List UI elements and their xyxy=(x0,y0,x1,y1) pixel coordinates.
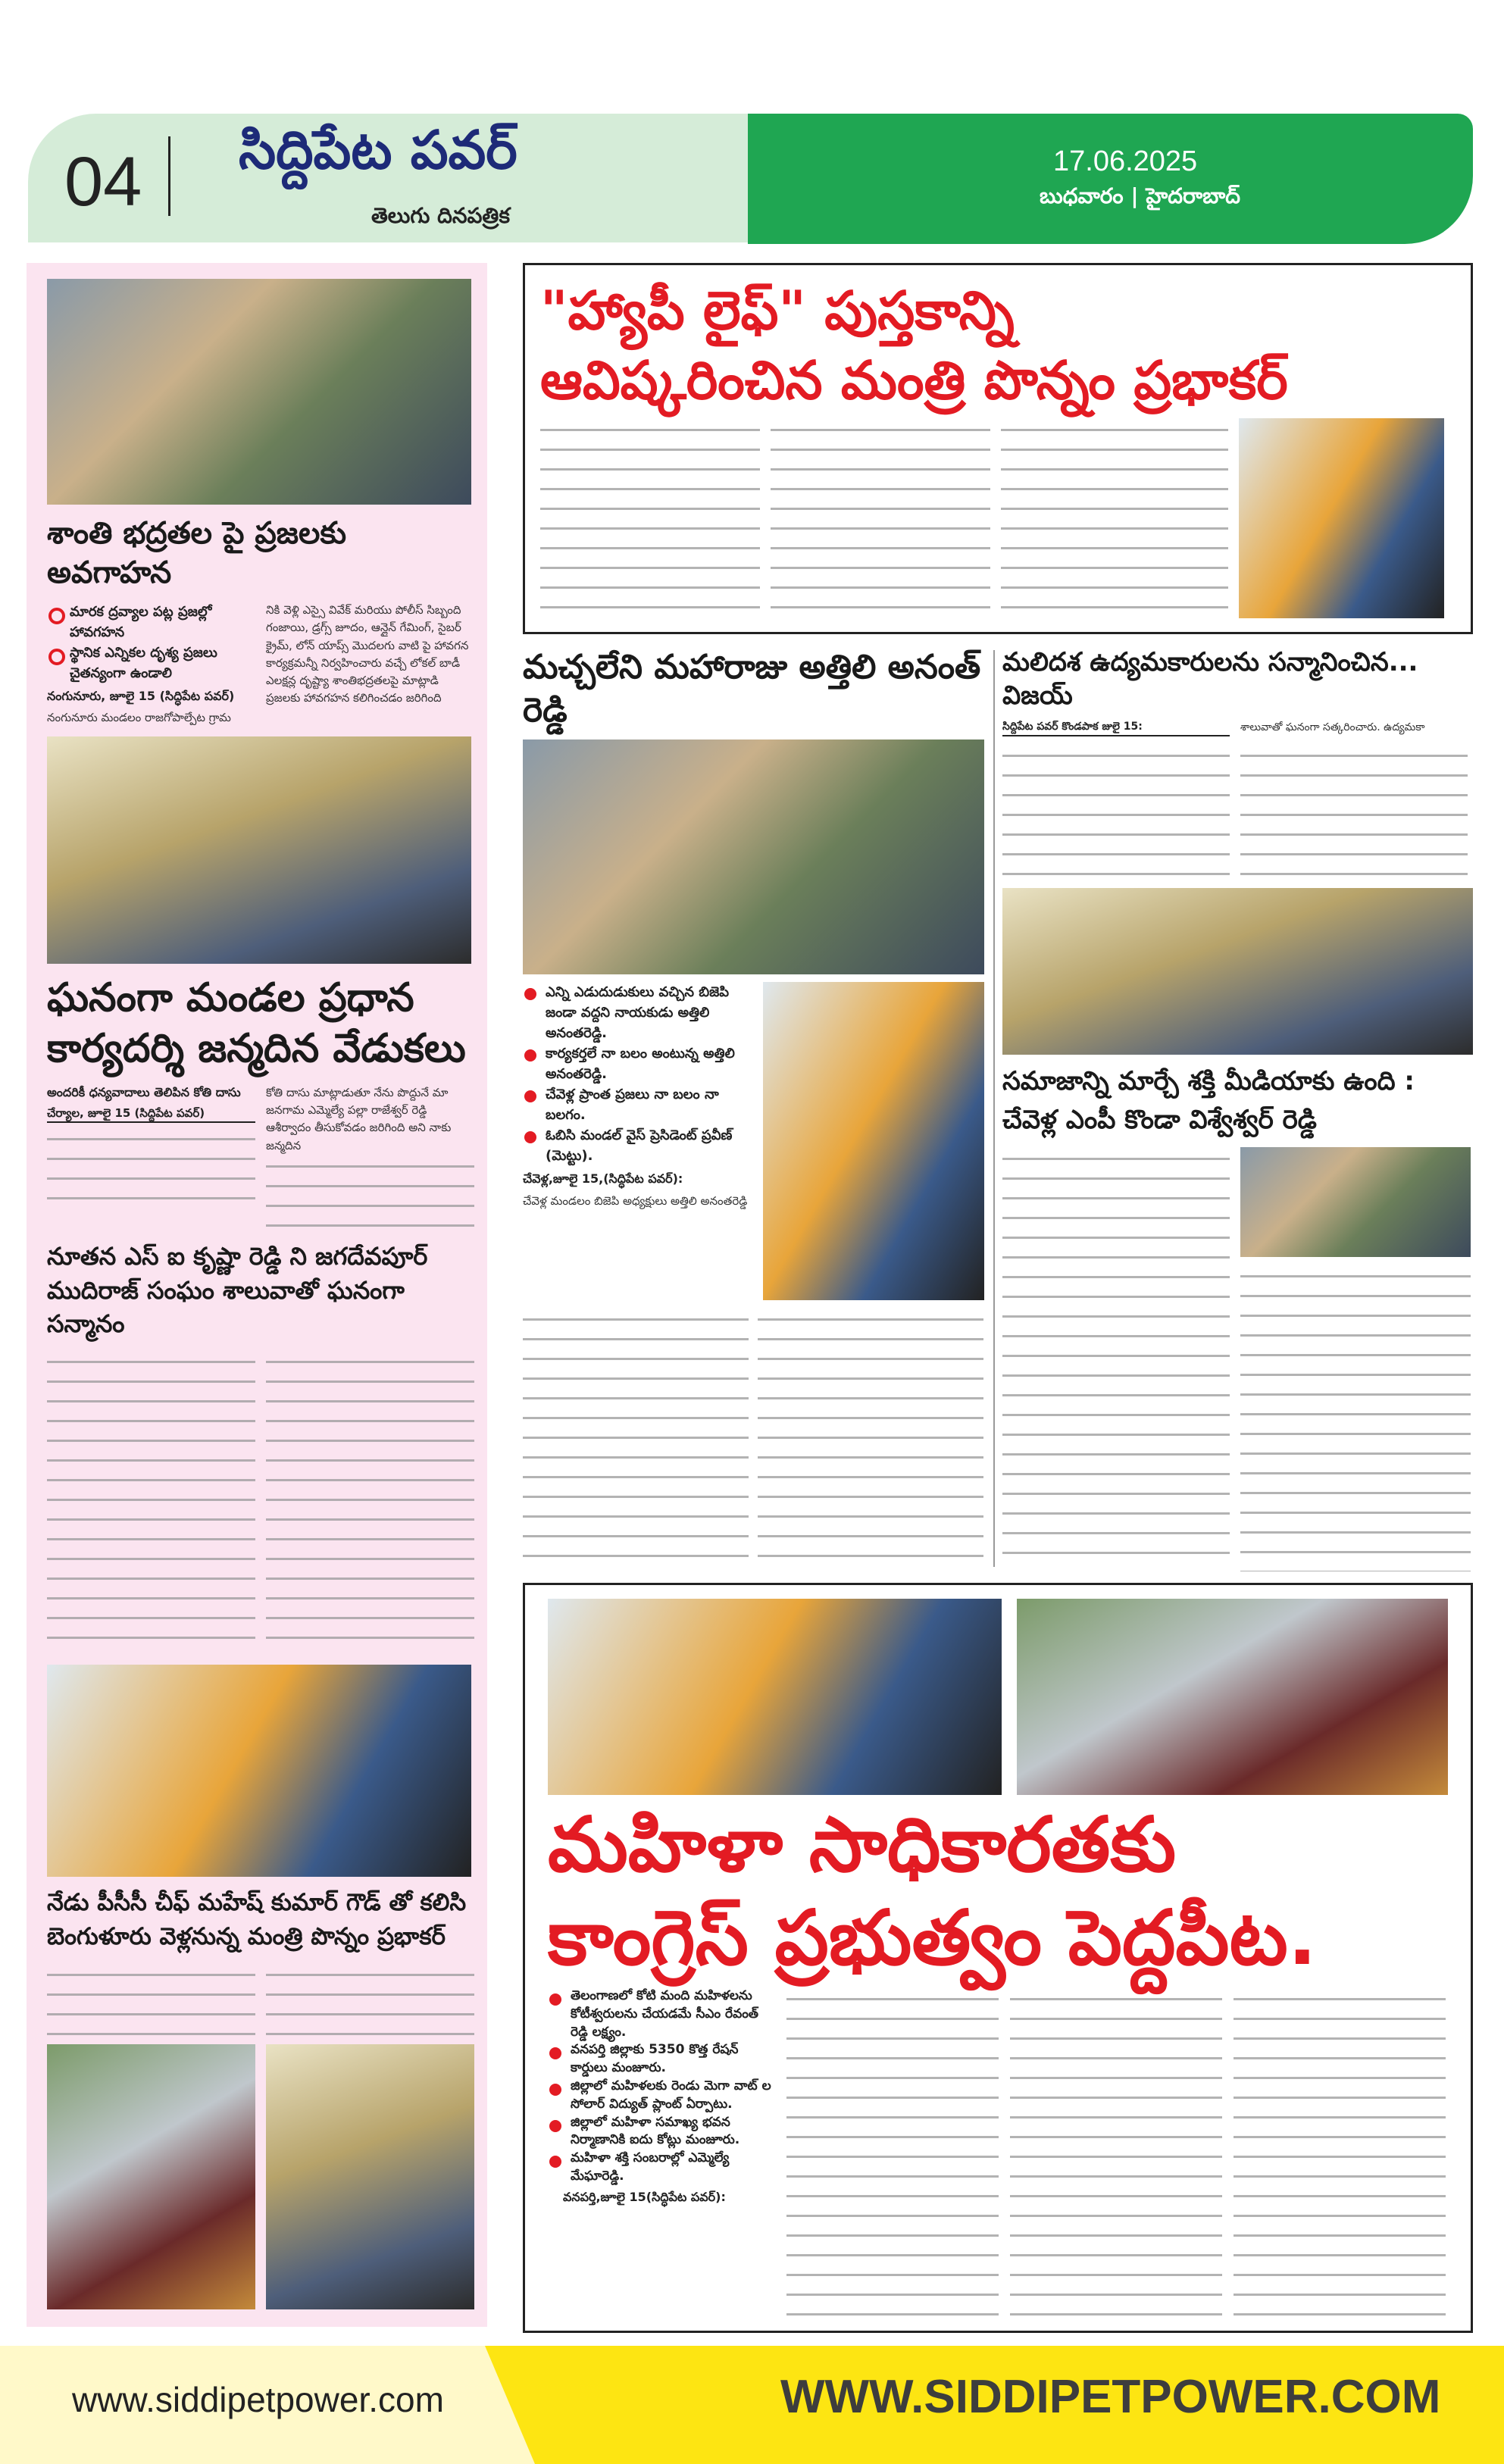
right2-right xyxy=(1240,1147,1471,1571)
bottom-bullets xyxy=(548,1987,775,2186)
right2-body-col2 xyxy=(1240,1265,1471,1571)
photo-leader-2 xyxy=(266,2044,474,2309)
divider xyxy=(168,136,170,216)
column-rule xyxy=(993,650,995,1567)
bottom-story-box xyxy=(523,1583,1473,2333)
middle-bullets xyxy=(523,982,755,1166)
left-column xyxy=(47,279,471,2309)
top-body-col1 xyxy=(540,418,760,618)
top-story-box xyxy=(523,263,1473,634)
bottom-body-col2 xyxy=(1010,1987,1222,2322)
top-body-row xyxy=(540,418,1456,618)
story4-body-right xyxy=(266,1963,474,2035)
right1-body-col2 xyxy=(1240,744,1468,880)
right2-body-col1 xyxy=(1002,1147,1230,1571)
bullet: జిల్లాలో మహిళా సమాఖ్య భవన నిర్మాణానికి ఐదు కోట్లు మంజూరు. xyxy=(548,2114,775,2150)
story2-body-row xyxy=(47,1084,471,1230)
website-link-large[interactable]: WWW.SIDDIPETPOWER.COM xyxy=(780,2371,1441,2423)
leader-photos xyxy=(47,2044,471,2309)
photo-ananth-reddy xyxy=(763,982,984,1300)
headline-mahila-2: కాంగ్రెస్ ప్రభుత్వం పెద్దపీట. xyxy=(548,1893,1317,1982)
top-body-col2 xyxy=(771,418,990,618)
story2-body: కోతి దాసు మాట్లాడుతూ నేను పొద్దునే మా జనగామ ఎమ్మెల్యే పల్లా రాజేశ్వర్ రెడ్డి ఆశీర్వాదం తీసుకోవడం జరిగింది అని నాకు జన్మదిన xyxy=(266,1085,452,1152)
headline-vijay: మలిదశ ఉద్యమకారులను సన్మానించిన... విజయ్ xyxy=(1002,647,1418,711)
page-number: 04 xyxy=(64,143,142,220)
bullet: జిల్లాలో మహిళలకు రెండు మెగా వాట్ ల సోలార్ విద్యుత్ ప్లాంట్ ఏర్పాటు. xyxy=(548,2078,775,2114)
photo-activists-felicitation xyxy=(1002,888,1473,1055)
photo-birthday xyxy=(47,736,471,964)
lead-text: శాలువాతో ఘనంగా సత్కరించారు. ఉద్యమకా xyxy=(1240,721,1425,734)
middle-body-col2 xyxy=(758,1308,983,1571)
story3-body-left xyxy=(47,1350,255,1656)
photo-ananth-reddy-group xyxy=(523,740,984,974)
dateline: చేవెళ్ల,జూలై 15,(సిద్ధిపేట పవర్): xyxy=(523,1171,683,1187)
bottom-body-col1 xyxy=(786,1987,999,2322)
bottom-body-col3 xyxy=(1234,1987,1446,2322)
issue-date: 17.06.2025 xyxy=(1053,145,1198,177)
headline-si-felicitation: నూతన ఎస్ ఐ కృష్ణా రెడ్డి ని జగదేవపూర్ ముదిరాజ్ సంఘం శాలువాతో ఘనంగా సన్మానం xyxy=(47,1241,428,1339)
date-band xyxy=(748,114,1473,244)
middle-body-col1 xyxy=(523,1308,749,1571)
bottom-body-row xyxy=(548,1987,1448,2322)
story3-body-row xyxy=(47,1350,471,1656)
subhead: అందరికీ ధన్యవాదాలు తెలిపిన కోతి దాసు xyxy=(47,1084,241,1099)
photo-book-launch xyxy=(1239,418,1444,618)
dateline: నంగునూరు, జూలై 15 (సిద్ధిపేట పవర్) xyxy=(47,689,235,703)
photo-mahila-audience xyxy=(1017,1599,1448,1795)
dateline: చేర్యాల, జూలై 15 (సిద్దిపేట పవర్) xyxy=(47,1105,255,1123)
masthead-logo: సిద్దిపేట పవర్ xyxy=(239,119,517,181)
story2-body-left xyxy=(47,1127,255,1211)
photo-mp-meeting xyxy=(1240,1147,1471,1257)
story3-body-right xyxy=(266,1350,474,1656)
headline-awareness: శాంతి భద్రతల పై ప్రజలకు అవగాహన xyxy=(47,516,347,590)
story1-bullets xyxy=(47,602,255,683)
bottom-photos xyxy=(548,1599,1448,1795)
day-city: బుధవారం | హైదరాబాద్ xyxy=(1040,183,1241,208)
right1-body-row xyxy=(1002,744,1473,880)
website-link-small[interactable]: www.siddipetpower.com xyxy=(72,2380,444,2419)
photo-felicitation xyxy=(47,1665,471,1877)
photo-police-awareness xyxy=(47,279,471,505)
headline-happy-life-1: "హ్యాపీ లైఫ్" పుస్తకాన్ని xyxy=(540,280,1015,342)
middle-body-cols xyxy=(523,1308,984,1571)
bottom-left xyxy=(548,1987,775,2206)
middle-body-row xyxy=(523,982,984,1300)
right2-body-row xyxy=(1002,1147,1473,1571)
story4-body-row xyxy=(47,1963,471,2035)
headline-mahila-1: మహిళా సాధికారతకు xyxy=(548,1800,1177,1889)
headline-media-power: సమాజాన్ని మార్చే శక్తి మీడియాకు ఉంది : చేవెళ్ల ఎంపీ కొండా విశ్వేశ్వర్ రెడ్డి xyxy=(1002,1066,1415,1136)
bullet: మహిళా శక్తి సంబరాల్లో ఎమ్మెల్యే మేఘారెడ్డి. xyxy=(548,2150,775,2186)
right-column xyxy=(1002,646,1473,1571)
bullet: చేవెళ్ల ప్రాంత ప్రజలు నా బలం నా బలగం. xyxy=(523,1084,755,1125)
story1-body-row xyxy=(47,602,471,727)
story2-body-right xyxy=(266,1155,474,1230)
bullet: ఎన్ని ఎడుదుడుకులు వచ్చిన బిజెపి జండా వద్దని నాయకుడు అత్తిలి అనంతరెడ్డి. xyxy=(523,982,755,1043)
photo-leader-1 xyxy=(47,2044,255,2309)
bullet: ఓబిసి మండల్ వైస్ ప్రెసిడెంట్ ప్రవీణ్ (మెట్టు). xyxy=(523,1125,755,1166)
dateline: సిద్దిపేట పవర్ కొండపాక జులై 15: xyxy=(1002,720,1230,736)
dateline: వనపర్తి,జూలై 15(సిద్ధిపేట పవర్): xyxy=(563,2189,726,2204)
lead-text: నంగునూరు మండలం రాజగోపాల్పేట గ్రామ xyxy=(47,711,231,725)
right1-byline-row xyxy=(1002,720,1473,736)
bullet: కార్యకర్తలే నా బలం అంటున్న అత్తిలి అనంతరెడ్డి. xyxy=(523,1043,755,1084)
story1-body: నికి వెళ్లి ఎస్సై వివేక్ మరియు పోలీస్ సిబ్బంది గంజాయి, డ్రగ్స్ జూదం, ఆన్లైన్ గేమింగ్, సైబర్ క్రైమ్, లోన్ యాప్స్ మొదలగు వాటి పై హావగన కార్యక్రమన్నీ నిర్వహించారు వచ్చే లోకల్ బాడీ ఎలక్షన్ల దృష్ట్యా శాంతిభద్రతలపై మాట్లాడి ప్రజలకు హావగహన కలిగించడం జరిగింది xyxy=(266,603,469,705)
top-body-col3 xyxy=(1001,418,1228,618)
right1-body-col1 xyxy=(1002,744,1230,880)
middle-left xyxy=(523,982,755,1210)
story2-left xyxy=(47,1084,255,1211)
story1-left xyxy=(47,602,255,727)
bullet: మారక ద్రవ్యాల పట్ల ప్రజల్లో హావగహన xyxy=(47,602,255,643)
bullet: వనపర్తి జిల్లాకు 5350 కొత్త రేషన్ కార్డులు మంజూరు. xyxy=(548,2041,775,2078)
lead-text: చేవెళ్ల మండలం బిజెపి అధ్యక్షులు అత్తిలి అనంతరెడ్డి xyxy=(523,1193,748,1208)
headline-happy-life-2: ఆవిష్కరించిన మంత్రి పొన్నం ప్రభాకర్ xyxy=(540,349,1288,411)
headline-ponnam-bengaluru: నేడు పీసీసీ చీఫ్ మహేష్ కుమార్ గౌడ్ తో కలిసి బెంగుళూరు వెళ్లనున్న మంత్రి పొన్నం ప్రభాకర్ xyxy=(47,1889,467,1951)
photo-mahila-event-stage xyxy=(548,1599,1002,1795)
bullet: స్థానిక ఎన్నికల దృశ్య ప్రజలు చైతన్యంగా ఉండాలి xyxy=(47,643,255,683)
story2-right xyxy=(266,1084,474,1230)
headline-ananth-reddy: మచ్చలేని మహారాజు అత్తిలి అనంత్ రెడ్డి xyxy=(523,648,981,730)
headline-birthday: ఘనంగా మండల ప్రధాన కార్యదర్శి జన్మదిన వేడుకలు xyxy=(47,974,466,1072)
bullet: తెలంగాణలో కోటి మంది మహిళలను కోటీశ్వరులను చేయడమే సీఎం రేవంత్ రెడ్డి లక్ష్యం. xyxy=(548,1987,775,2041)
middle-column xyxy=(523,646,984,1571)
tagline: తెలుగు దినపత్రిక xyxy=(371,203,510,228)
story4-body-left xyxy=(47,1963,255,2035)
